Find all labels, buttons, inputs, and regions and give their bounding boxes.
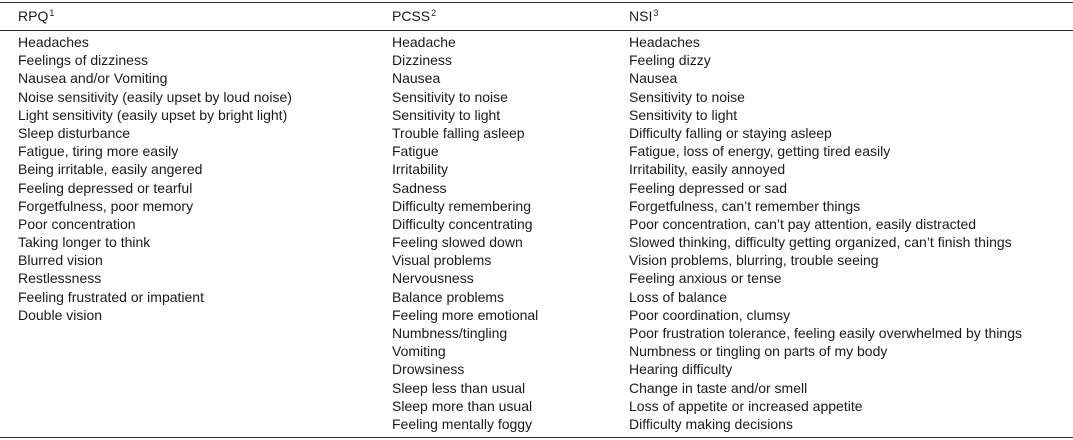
symptom-item: Being irritable, easily angered [18,161,203,178]
symptom-item: Numbness or tingling on parts of my body [629,343,888,360]
symptom-item: Difficulty falling or staying asleep [629,124,832,141]
symptom-item: Feeling depressed or sad [629,179,787,196]
symptom-item: Nausea [392,70,441,87]
symptom-item: Forgetfulness, poor memory [18,197,194,214]
symptom-item: Dizziness [392,52,452,69]
symptom-item: Loss of balance [629,288,728,305]
symptom-item: Change in taste and/or smell [629,379,808,396]
symptom-item: Drowsiness [392,361,465,378]
column-header-rpq [18,8,54,24]
symptom-item: Taking longer to think [18,234,151,251]
table-bottom-rule [0,437,1073,438]
symptom-item: Sadness [392,179,447,196]
symptom-item: Headaches [18,34,89,50]
symptom-item: Difficulty concentrating [392,215,533,232]
symptom-list-nsi [629,33,1022,433]
column-header-footnote: 2 [431,8,437,18]
symptom-item: Trouble falling asleep [392,124,525,141]
column-header-footnote: 1 [49,8,55,18]
symptom-list-rpq [18,33,292,324]
column-header-pcss [392,8,436,24]
symptom-item: Vomiting [392,343,446,360]
column-header-nsi [629,8,658,24]
symptom-item: Feeling depressed or tearful [18,179,193,196]
symptom-item: Loss of appetite or increased appetite [629,397,863,414]
symptom-item: Feeling slowed down [392,234,523,251]
symptom-item: Feeling frustrated or impatient [18,288,204,305]
column-header-label: RPQ [18,8,49,24]
symptom-item: Restlessness [18,270,102,287]
symptom-item: Blurred vision [18,252,103,269]
symptom-item: Fatigue [392,143,439,160]
symptom-item: Hearing difficulty [629,361,733,378]
symptom-list-pcss [392,33,538,433]
symptom-item: Feeling more emotional [392,306,539,323]
symptom-item: Light sensitivity (easily upset by bright light) [18,106,288,123]
symptom-item: Nausea and/or Vomiting [18,70,168,87]
symptom-item: Slowed thinking, difficulty getting organized, can’t finish things [629,234,1012,251]
symptom-item: Poor concentration, can’t pay attention, easily distracted [629,215,977,232]
symptom-item: Fatigue, loss of energy, getting tired easily [629,143,891,160]
symptom-item: Sensitivity to light [392,106,501,123]
column-header-label: PCSS [392,8,431,24]
symptom-item: Visual problems [392,252,492,269]
symptom-item: Sleep less than usual [392,379,526,396]
symptom-item: Feelings of dizziness [18,52,148,69]
column-header-label: NSI [629,8,653,24]
symptom-item: Nervousness [392,270,474,287]
symptom-item: Headache [392,34,456,50]
column-header-footnote: 3 [653,8,659,18]
symptom-item: Sleep disturbance [18,124,131,141]
symptom-item: Poor concentration [18,215,136,232]
table-header-rule [0,30,1073,31]
symptom-item: Headaches [629,34,700,50]
symptom-item: Sensitivity to noise [629,88,745,105]
symptom-item: Sensitivity to light [629,106,738,123]
symptom-item: Balance problems [392,288,505,305]
symptom-item: Irritability [392,161,449,178]
symptom-item: Poor frustration tolerance, feeling easily overwhelmed by things [629,325,1022,341]
symptom-item: Feeling dizzy [629,52,711,69]
symptom-item: Nausea [629,70,678,87]
symptom-item: Vision problems, blurring, trouble seeing [629,252,879,269]
table-top-rule [0,2,1073,3]
symptom-item: Difficulty making decisions [629,415,793,432]
symptom-item: Sensitivity to noise [392,88,508,105]
symptom-item: Sleep more than usual [392,397,533,414]
symptom-item: Numbness/tingling [392,325,508,341]
symptom-item: Poor coordination, clumsy [629,306,791,323]
symptom-item: Fatigue, tiring more easily [18,143,179,160]
symptom-item: Forgetfulness, can’t remember things [629,197,861,214]
symptom-item: Difficulty remembering [392,197,532,214]
symptom-item: Double vision [18,306,103,323]
symptom-item: Noise sensitivity (easily upset by loud noise) [18,88,292,105]
symptom-item: Irritability, easily annoyed [629,161,786,178]
symptom-item: Feeling anxious or tense [629,270,782,287]
symptom-item: Feeling mentally foggy [392,415,533,432]
